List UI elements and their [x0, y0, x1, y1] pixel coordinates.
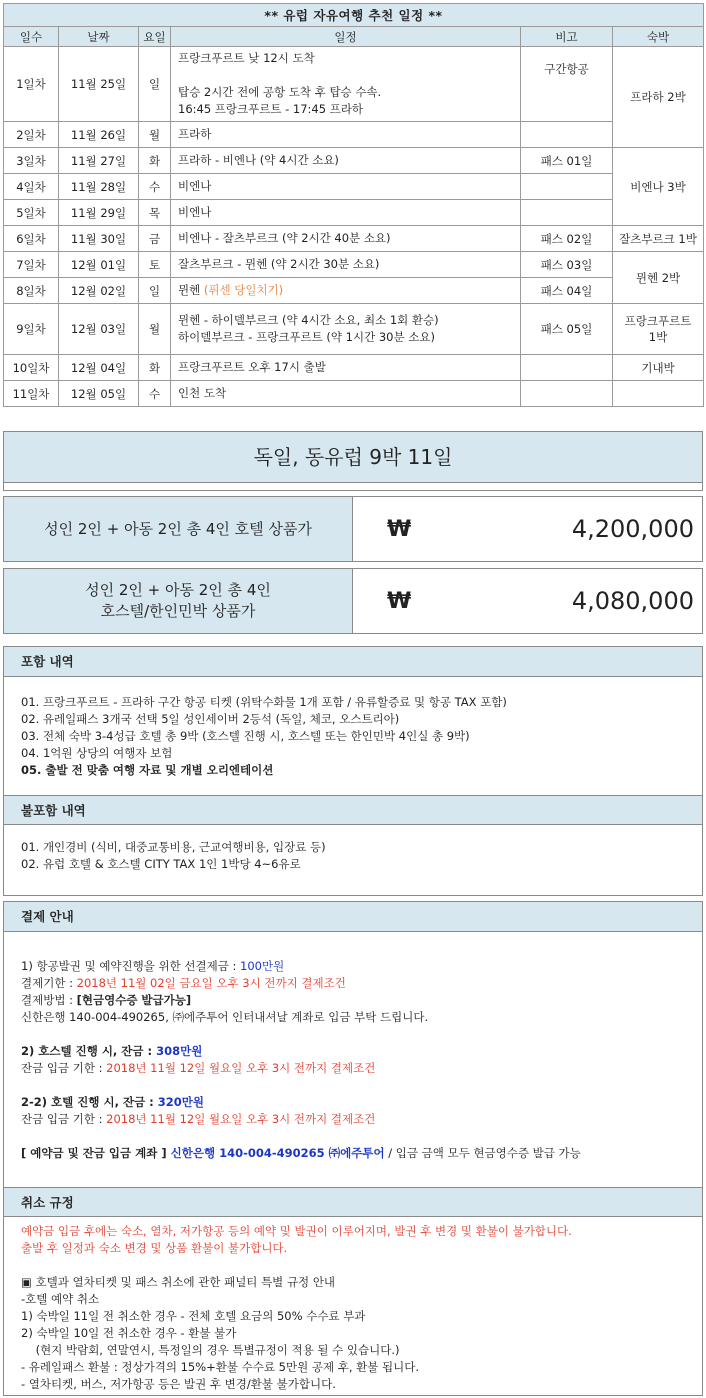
schedule-cell: 프라하 — [171, 122, 521, 148]
account-value: 신한은행 140-004-490265 ㈜에주투어 — [170, 1146, 385, 1160]
stay-cell-last — [613, 381, 704, 407]
weekday-cell: 화 — [139, 148, 171, 174]
list-item: 02. 유럽 호텔 & 호스텔 CITY TAX 1인 1박당 4~6유로 — [21, 857, 301, 871]
included-header: 포함 내역 — [4, 647, 702, 677]
weekday-cell: 월 — [139, 122, 171, 148]
schedule-cell: 프라하 - 비엔나 (약 4시간 소요) — [171, 148, 521, 174]
table-row — [4, 252, 704, 278]
header-note: 비고 — [521, 27, 613, 47]
schedule-cell: 비엔나 — [171, 174, 521, 200]
cancel-rule: - 유레일패스 환불 : 정상가격의 15%+환불 수수료 5만원 공제 후, 환불 됩니다. — [21, 1360, 419, 1374]
schedule-cell — [171, 278, 521, 304]
header-day: 일수 — [4, 27, 59, 47]
weekday-cell: 일 — [139, 47, 171, 122]
date-cell: 12월 02일 — [59, 278, 139, 304]
deposit-amount: 100만원 — [240, 959, 285, 973]
price-row-hostel — [3, 568, 703, 634]
price-amount: 4,080,000 — [571, 587, 694, 615]
note-cell: 패스 03일 — [521, 252, 613, 278]
deposit-deadline-label: 결제기한 : — [21, 976, 77, 990]
schedule-line: 프랑크푸르트 낮 12시 도착 — [178, 51, 315, 65]
payment-header: 결제 안내 — [4, 902, 702, 932]
package-title: 독일, 동유럽 9박 11일 — [3, 431, 703, 483]
note-cell: 패스 04일 — [521, 278, 613, 304]
payment-body — [4, 932, 702, 1162]
table-row — [4, 174, 704, 200]
itinerary-table — [3, 3, 704, 407]
stay-line: 1박 — [648, 330, 668, 344]
note-cell — [521, 174, 613, 200]
hotel-deadline-label: 잔금 입금 기한 : — [21, 1112, 107, 1126]
table-row — [4, 381, 704, 407]
schedule-cell — [171, 47, 521, 122]
date-cell: 11월 26일 — [59, 122, 139, 148]
schedule-cell: 프랑크푸르트 오후 17시 출발 — [171, 355, 521, 381]
header-schedule: 일정 — [171, 27, 521, 47]
note-cell — [521, 381, 613, 407]
schedule-cell — [171, 304, 521, 355]
account-label: [ 예약금 및 잔금 입금 계좌 ] — [21, 1146, 171, 1160]
included-list — [4, 677, 702, 779]
won-symbol: ₩ — [387, 588, 412, 614]
price-label-line: 성인 2인 + 아동 2인 총 4인 — [85, 581, 271, 599]
schedule-cell: 인천 도착 — [171, 381, 521, 407]
date-cell: 12월 05일 — [59, 381, 139, 407]
day-cell: 1일차 — [4, 47, 59, 122]
note-cell: 패스 05일 — [521, 304, 613, 355]
table-row — [4, 47, 704, 122]
stay-cell-plane: 기내박 — [613, 355, 704, 381]
table-row — [4, 278, 704, 304]
table-row — [4, 200, 704, 226]
table-row — [4, 122, 704, 148]
list-item: 02. 유레일패스 3개국 선택 5일 성인세이버 2등석 (독일, 체코, 오스트리아) — [21, 712, 400, 726]
hostel-deadline-label: 잔금 입금 기한 : — [21, 1061, 107, 1075]
cancel-rule: -호텔 예약 취소 — [21, 1292, 100, 1306]
hotel-deadline: 2018년 11월 12일 월요일 오후 3시 전까지 결제조건 — [106, 1112, 376, 1126]
note-cell — [521, 355, 613, 381]
day-cell: 5일차 — [4, 200, 59, 226]
hostel-amount: 308만원 — [156, 1044, 203, 1058]
cancel-rule: (현지 박람회, 연말연시, 특정일의 경우 특별규정이 적용 될 수 있습니다.) — [21, 1343, 400, 1357]
hotel-amount: 320만원 — [157, 1095, 205, 1109]
day-cell: 2일차 — [4, 122, 59, 148]
day-cell: 3일차 — [4, 148, 59, 174]
schedule-line — [178, 67, 516, 84]
deposit-title: 1) 항공발권 및 예약진행을 위한 선결제금 : — [21, 959, 241, 973]
schedule-line: 하이델부르크 - 프랑크푸르트 (약 1시간 30분 소요) — [178, 330, 435, 344]
deposit-deadline: 2018년 11월 02일 금요일 오후 3시 전까지 결제조건 — [76, 976, 346, 990]
table-header — [4, 27, 704, 47]
schedule-line: 16:45 프랑크푸르트 - 17:45 프라하 — [178, 102, 364, 116]
table-row — [4, 148, 704, 174]
included-section — [3, 646, 703, 896]
price-label — [4, 569, 353, 633]
account-note: / 입금 금액 모두 현금영수증 발급 가능 — [384, 1146, 581, 1160]
list-item: 01. 개인경비 (식비, 대중교통비용, 근교여행비용, 입장료 등) — [21, 840, 326, 854]
date-cell: 11월 28일 — [59, 174, 139, 200]
stay-cell-munich: 뮌헨 2박 — [613, 252, 704, 304]
list-item: 01. 프랑크푸르트 - 프라하 구간 항공 티켓 (위탁수화물 1개 포함 / 유류할증료 및 항공 TAX 포함) — [21, 695, 507, 709]
schedule-extra: (퓌센 당일치기) — [203, 283, 284, 297]
weekday-cell: 토 — [139, 252, 171, 278]
price-value — [353, 569, 702, 633]
hostel-deadline-line — [21, 1060, 685, 1077]
cancellation-header: 취소 규정 — [4, 1187, 702, 1217]
cancel-warning: 예약금 입금 후에는 숙소, 열차, 저가항공 등의 예약 및 발권이 이루어지며, 발권 후 변경 및 환불이 불가합니다. — [21, 1224, 572, 1238]
table-row — [4, 226, 704, 252]
hostel-title: 2) 호스텔 진행 시, 잔금 : — [21, 1044, 157, 1058]
weekday-cell: 수 — [139, 381, 171, 407]
list-item: 04. 1억원 상당의 여행자 보험 — [21, 746, 173, 760]
cancel-rule: 1) 숙박일 11일 전 취소한 경우 - 전체 호텔 요금의 50% 수수료 부과 — [21, 1309, 366, 1323]
schedule-cell: 비엔나 — [171, 200, 521, 226]
weekday-cell: 화 — [139, 355, 171, 381]
day-cell: 8일차 — [4, 278, 59, 304]
price-label-line: 호스텔/한인민박 상품가 — [100, 602, 256, 620]
title-divider — [3, 483, 703, 491]
stay-cell-prague: 프라하 2박 — [613, 47, 704, 148]
price-value — [353, 497, 702, 561]
hostel-balance-line — [21, 1043, 685, 1060]
price-row-hotel — [3, 496, 703, 562]
schedule-line: 탑승 2시간 전에 공항 도착 후 탑승 수속. — [178, 85, 382, 99]
won-symbol: ₩ — [387, 516, 412, 542]
weekday-cell: 일 — [139, 278, 171, 304]
schedule-cell: 잘츠부르크 - 뮌헨 (약 2시간 30분 소요) — [171, 252, 521, 278]
weekday-cell: 수 — [139, 174, 171, 200]
day-cell: 11일차 — [4, 381, 59, 407]
day-cell: 10일차 — [4, 355, 59, 381]
hotel-balance-line — [21, 1094, 685, 1111]
excluded-header: 불포함 내역 — [4, 795, 702, 825]
account-line — [21, 1145, 685, 1162]
hotel-deadline-line — [21, 1111, 685, 1128]
stay-cell-vienna: 비엔나 3박 — [613, 148, 704, 226]
table-row — [4, 355, 704, 381]
date-cell: 12월 03일 — [59, 304, 139, 355]
cancel-rule: 2) 숙박일 10일 전 취소한 경우 - 환불 불가 — [21, 1326, 237, 1340]
deposit-method: [현금영수증 발급가능] — [76, 993, 192, 1007]
weekday-cell: 목 — [139, 200, 171, 226]
note-cell — [521, 200, 613, 226]
day-cell: 4일차 — [4, 174, 59, 200]
date-cell: 12월 04일 — [59, 355, 139, 381]
date-cell: 11월 25일 — [59, 47, 139, 122]
note-cell: 패스 01일 — [521, 148, 613, 174]
list-item: 03. 전체 숙박 3-4성급 호텔 총 9박 (호스텔 진행 시, 호스텔 또는 한인민박 4인실 총 9박) — [21, 729, 470, 743]
schedule-cell: 비엔나 - 잘츠부르크 (약 2시간 40분 소요) — [171, 226, 521, 252]
cancellation-body — [4, 1223, 702, 1393]
cancel-warning: 출발 후 일정과 숙소 변경 및 상품 환불이 불가합니다. — [21, 1241, 288, 1255]
price-label — [4, 497, 353, 561]
schedule-text: 뮌헨 — [178, 283, 201, 297]
header-date: 날짜 — [59, 27, 139, 47]
deposit-line — [21, 958, 685, 975]
note-cell: 패스 02일 — [521, 226, 613, 252]
day-cell: 7일차 — [4, 252, 59, 278]
deposit-deadline-line — [21, 975, 685, 992]
note-cell: 구간항공 — [521, 47, 613, 122]
payment-section — [3, 901, 703, 1396]
day-cell: 6일차 — [4, 226, 59, 252]
date-cell: 12월 01일 — [59, 252, 139, 278]
schedule-line: 뮌헨 - 하이델부르크 (약 4시간 소요, 최소 1회 환승) — [178, 313, 439, 327]
deposit-method-line — [21, 992, 685, 1009]
header-weekday: 요일 — [139, 27, 171, 47]
price-amount: 4,200,000 — [571, 515, 694, 543]
weekday-cell: 금 — [139, 226, 171, 252]
hostel-deadline: 2018년 11월 12일 월요일 오후 3시 전까지 결제조건 — [106, 1061, 376, 1075]
cancel-rule: - 열차티켓, 버스, 저가항공 등은 발권 후 변경/환불 불가합니다. — [21, 1377, 336, 1391]
price-label-line: 성인 2인 + 아동 2인 총 4인 호텔 상품가 — [44, 519, 312, 538]
table-row — [4, 304, 704, 355]
date-cell: 11월 30일 — [59, 226, 139, 252]
header-stay: 숙박 — [613, 27, 704, 47]
deposit-account: 신한은행 140-004-490265, ㈜에주투어 인터내셔날 계좌로 입금 부탁 드립니다. — [21, 1010, 429, 1024]
cancel-rule: ▣ 호텔과 열차티켓 및 패스 취소에 관한 패널티 특별 규정 안내 — [21, 1275, 336, 1289]
excluded-list — [4, 825, 702, 873]
deposit-method-label: 결제방법 : — [21, 993, 77, 1007]
date-cell: 11월 27일 — [59, 148, 139, 174]
day-cell: 9일차 — [4, 304, 59, 355]
itinerary-title: ** 유럽 자유여행 추천 일정 ** — [4, 4, 704, 27]
stay-line: 프랑크푸르트 — [624, 314, 692, 328]
note-cell — [521, 122, 613, 148]
stay-cell-frankfurt — [613, 304, 704, 355]
hotel-title: 2-2) 호텔 진행 시, 잔금 : — [21, 1095, 158, 1109]
date-cell: 11월 29일 — [59, 200, 139, 226]
weekday-cell: 월 — [139, 304, 171, 355]
stay-cell-salzburg: 잘츠부르크 1박 — [613, 226, 704, 252]
list-item: 05. 출발 전 맞춤 여행 자료 및 개별 오리엔테이션 — [21, 763, 274, 777]
